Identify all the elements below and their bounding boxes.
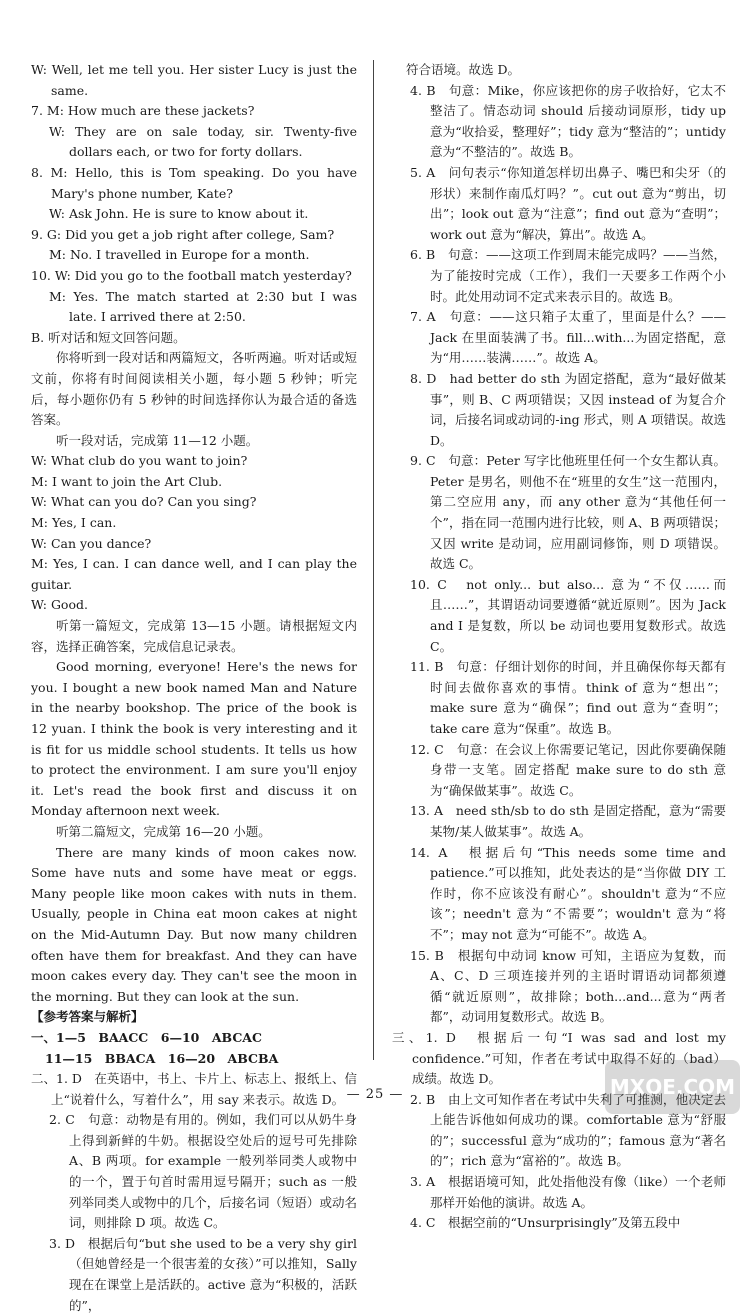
right-paragraph: 4. B 句意：Mike，你应该把你的房子收拾好，它太不整洁了。情态动词 should 后接动词原形，tidy up 意为“收拾妥，整理好”；tidy 意为“整洁的”；untidy 意为“不整洁的”。故选 B。	[410, 82, 726, 160]
left-paragraph: There are many kinds of moon cakes now. Some have nuts and some have meat or eggs. Many people like moon cakes with nuts in them. Usually, people in China eat moon cakes at night on the Mid-Autumn Day. But now many children often have them for breakfast. And they can have moon cakes every day. They can't see the moon in the morning. But they can look at the sun.	[31, 844, 357, 1004]
left-paragraph: B. 听对话和短文回答问题。	[31, 329, 186, 345]
page-number: — 25 —	[346, 1087, 404, 1102]
left-paragraph: W: What club do you want to join?	[31, 453, 248, 469]
left-paragraph: M: Yes, I can.	[31, 515, 117, 531]
right-column	[392, 60, 726, 1234]
left-paragraph: 9. G: Did you get a job right after college, Sam?	[31, 226, 335, 242]
right-paragraph: 7. A 句意：——这只箱子太重了，里面是什么？——Jack 在里面装满了书。fill...with...为固定搭配，意为“用……装满……”。故选 A。	[410, 309, 726, 366]
watermark-logo: MXQE.COM	[605, 1060, 740, 1114]
left-paragraph: W: Can you dance?	[31, 535, 152, 551]
right-paragraph: 2. B 由上文可知作者在考试中失利了可推测，他决定去上能告诉他如何成功的课。comfortable 意为“舒服的”；successful 意为“成功的”；famous 意为“著名的”；rich 意为“富裕的”。故选 B。	[410, 1091, 726, 1169]
left-paragraph: M: Yes. The match started at 2:30 but I was late. I arrived there at 2:50.	[49, 288, 357, 325]
right-paragraph: 6. B 句意：——这项工作到周末能完成吗？——当然，为了能按时完成（工作），我们一天要多工作两个小时。此处用动词不定式来表示目的。故选 B。	[410, 247, 726, 304]
left-paragraph: 一、1—5 BAACC 6—10 ABCAC	[31, 1029, 262, 1045]
right-paragraph: 三、1. D 根据后一句“I was sad and lost my confidence.”可知，作者在考试中取得不好的（bad）成绩。故选 D。	[392, 1029, 726, 1087]
right-paragraph: 10. C not only... but also... 意为“不仅……而且……”，其谓语动词要遵循“就近原则”。因为 Jack and I 是复数，所以 be 动词也要用复数形式。故选 C。	[410, 576, 726, 654]
right-paragraph: 13. A need sth/sb to do sth 是固定搭配，意为“需要某物/某人做某事”。故选 A。	[410, 803, 726, 839]
left-paragraph: 听第一篇短文，完成第 13—15 小题。请根据短文内容，选择正确答案，完成信息记录表。	[31, 618, 357, 654]
left-paragraph: 3. D 根据后句“but she used to be a very shy girl（但她曾经是一个很害羞的女孩）”可以推知，Sally 现在在课堂上是活跃的。active 意为“积极的，活跃的”，	[49, 1235, 357, 1313]
left-paragraph: W: They are on sale today, sir. Twenty-five dollars each, or two for forty dollars.	[49, 123, 357, 160]
left-paragraph: W: What can you do? Can you sing?	[31, 494, 257, 510]
left-paragraph: 二、1. D 在英语中，书上、卡片上、标志上、报纸上、信上“说着什么，写着什么”，用 say 来表示。故选 D。	[31, 1071, 357, 1107]
right-paragraph: 9. C 句意：Peter 写字比他班里任何一个女生都认真。Peter 是男名，则他不在“班里的女生”这一范围内，第二空应用 any，而 any other 意为“其他任何一个”，指在同一范围内进行比较，则 A、B 两项错误；又因 write 是动词，应用副词修饰，则 D 项错误。故选 C。	[410, 453, 726, 572]
left-paragraph: M: Yes, I can. I can dance well, and I can play the guitar.	[31, 556, 357, 592]
right-paragraph: 14. A 根据后句“This needs some time and patience.”可以推知，此处表达的是“当你做 DIY 工作时，你不应该没有耐心”。shouldn't 意为“不应该”；needn't 意为“不需要”；wouldn't 意为“将不”；may not 意为“可能不”。故选 A。	[410, 844, 726, 942]
right-paragraph: 4. C 根据空前的“Unsurprisingly”及第五段中	[410, 1215, 681, 1231]
left-paragraph: 2. C 句意：动物是有用的。例如，我们可以从奶牛身上得到新鲜的牛奶。根据设空处后的逗号可先排除 A、B 两项。for example 一般列举同类人或物中的一个，置于句首时需用逗号隔开；such as 一般列举同类人或物中的几个，后接名词（短语）或动名词，则排除 D 项。故选 C。	[49, 1112, 357, 1231]
left-paragraph: 8. M: Hello, this is Tom speaking. Do you have Mary's phone number, Kate?	[31, 164, 357, 201]
left-paragraph: 11—15 BBACA 16—20 ABCBA	[45, 1050, 279, 1066]
left-paragraph: 7. M: How much are these jackets?	[31, 103, 255, 119]
left-paragraph: 10. W: Did you go to the football match yesterday?	[31, 267, 352, 283]
right-paragraph: 15. B 根据句中动词 know 可知，主语应为复数，而 A、C、D 三项连接并列的主语时谓语动词都须遵循“就近原则”，故排除；both...and...意为“两者都”，动词用复数形式。故选 B。	[410, 947, 726, 1025]
left-paragraph: 听一段对话，完成第 11—12 小题。	[56, 432, 259, 448]
left-paragraph: Good morning, everyone! Here's the news for you. I bought a new book named Man and Nature in the nearby bookshop. The price of the book is 12 yuan. I think the book is very interesting and it is fit for us middle school students. It tells us how to protect the environment. I am sure you'll enjoy it. Let's read the book first and discuss it on Monday afternoon next week.	[31, 659, 357, 819]
left-paragraph: M: I want to join the Art Club.	[31, 473, 223, 489]
right-paragraph: 符合语境。故选 D。	[406, 62, 520, 77]
left-paragraph: 你将听到一段对话和两篇短文，各听两遍。听对话或短文前，你将有时间阅读相关小题，每小题 5 秒钟；听完后，每小题你仍有 5 秒钟的时间选择你认为最合适的备选答案。	[31, 350, 357, 428]
right-paragraph: 11. B 句意：仔细计划你的时间，并且确保你每天都有时间去做你喜欢的事情。think of 意为“想出”；make sure 意为“确保”；find out 意为“查明”；take care 意为“保重”。故选 B。	[410, 659, 726, 736]
left-paragraph: W: Ask John. He is sure to know about it.	[49, 206, 309, 222]
right-paragraph: 3. A 根据语境可知，此处指他没有像（like）一个老师那样开始他的演讲。故选 A。	[410, 1174, 726, 1210]
left-column	[31, 60, 357, 1316]
left-paragraph: W: Well, let me tell you. Her sister Lucy is just the same.	[31, 62, 357, 98]
right-paragraph: 12. C 句意：在会议上你需要记笔记，因此你要确保随身带一支笔。固定搭配 make sure to do sth 意为“确保做某事”。故选 C。	[410, 741, 726, 798]
left-paragraph: 【参考答案与解析】	[31, 1009, 144, 1025]
right-paragraph: 5. A 问句表示“你知道怎样切出鼻子、嘴巴和尖牙（的形状）来制作南瓜灯吗？”。cut out 意为“剪出，切出”；look out 意为“注意”；find out 意为“查明”；work out 意为“解决，算出”。故选 A。	[410, 164, 726, 242]
column-divider	[373, 60, 374, 1060]
left-paragraph: M: No. I travelled in Europe for a month.	[49, 247, 310, 263]
left-paragraph: W: Good.	[31, 597, 88, 613]
right-paragraph: 8. D had better do sth 为固定搭配，意为“最好做某事”，则 B、C 两项错误；又因 instead of 为复合介词，后接名词或动词的-ing 形式，则 A 项错误。故选 D。	[410, 370, 726, 448]
left-paragraph: 听第二篇短文，完成第 16—20 小题。	[56, 823, 271, 839]
